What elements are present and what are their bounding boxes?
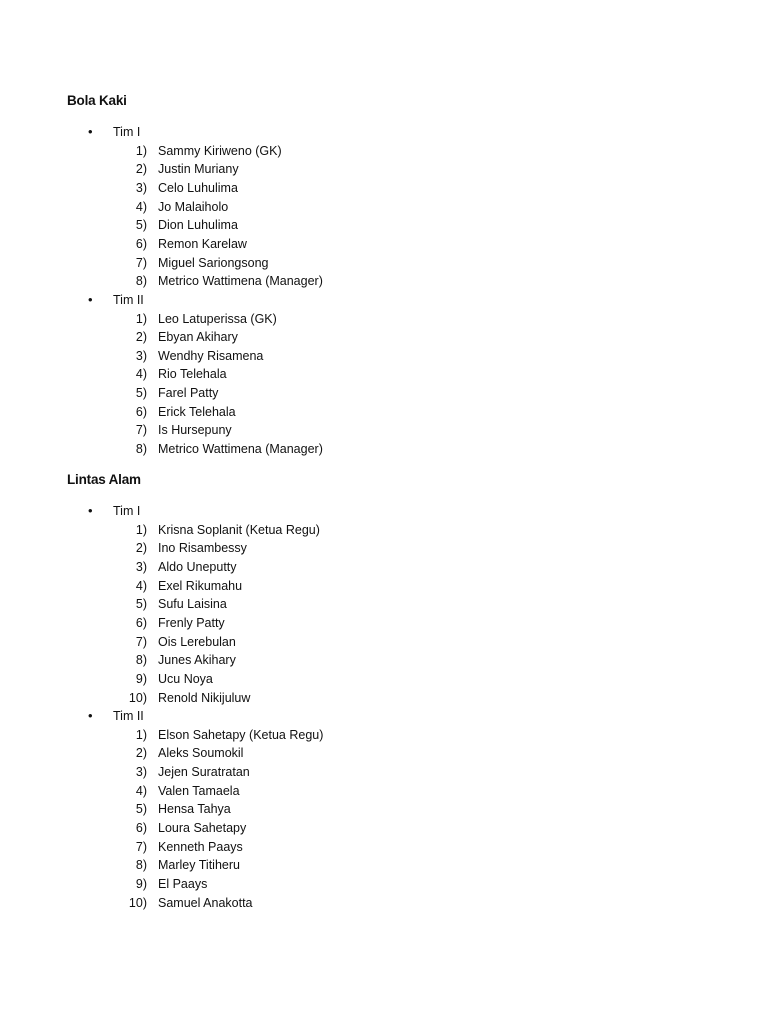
- item-number: 5): [135, 597, 147, 612]
- member-name: Sufu Laisina: [158, 597, 227, 612]
- item-number: 9): [135, 671, 147, 686]
- member-name: Aleks Soumokil: [158, 746, 244, 761]
- list-item: [0, 819, 768, 837]
- item-number: 1): [135, 522, 147, 537]
- member-name: Marley Titiheru: [158, 858, 240, 873]
- member-name: Renold Nikijuluw: [158, 690, 251, 705]
- list-item: [0, 689, 768, 707]
- list-item: [0, 782, 768, 800]
- item-number: 3): [135, 559, 147, 574]
- item-number: 3): [135, 765, 147, 780]
- item-number: 5): [135, 802, 147, 817]
- item-number: 3): [135, 348, 147, 363]
- item-number: 1): [135, 311, 147, 326]
- list-item: [0, 894, 768, 912]
- item-number: 2): [135, 162, 147, 177]
- member-name: El Paays: [158, 877, 208, 891]
- member-name: Elson Sahetapy (Ketua Regu): [158, 727, 324, 742]
- item-number: 2): [135, 541, 147, 556]
- item-number: 8): [135, 653, 147, 668]
- list-item: [0, 614, 768, 632]
- item-number: 2): [135, 330, 147, 345]
- member-name: Justin Muriany: [158, 162, 239, 177]
- member-name: Kenneth Paays: [158, 839, 243, 854]
- item-number: 6): [135, 404, 147, 419]
- list-item: [0, 179, 768, 197]
- list-item: [0, 856, 768, 874]
- item-number: 2): [135, 746, 147, 761]
- team-row: [0, 291, 768, 309]
- team-label: Tim II: [113, 709, 144, 724]
- list-item: [0, 160, 768, 178]
- member-name: Erick Telehala: [158, 404, 236, 419]
- list-item: [0, 403, 768, 421]
- item-number: 6): [135, 236, 147, 251]
- team-row: [0, 123, 768, 141]
- member-name: Frenly Patty: [158, 615, 225, 630]
- item-number: 4): [135, 367, 147, 382]
- item-number: 6): [135, 821, 147, 836]
- member-name: Celo Luhulima: [158, 180, 238, 195]
- list-item: [0, 235, 768, 253]
- list-item: [0, 800, 768, 818]
- item-number: 5): [135, 218, 147, 233]
- item-number: 1): [135, 727, 147, 742]
- list-item: [0, 365, 768, 383]
- item-number: 6): [135, 615, 147, 630]
- member-name: Jo Malaiholo: [158, 199, 229, 214]
- team-label: Tim I: [113, 125, 141, 139]
- member-name: Metrico Wattimena (Manager): [158, 274, 323, 289]
- member-name: Leo Latuperissa (GK): [158, 311, 277, 326]
- member-name: Aldo Uneputty: [158, 559, 237, 574]
- team-label: Tim I: [113, 504, 141, 518]
- list-item: [0, 198, 768, 216]
- member-name: Hensa Tahya: [158, 802, 231, 817]
- item-number: 7): [135, 423, 147, 438]
- item-number: 1): [135, 143, 147, 158]
- team-row: [0, 707, 768, 725]
- item-number: 8): [135, 442, 147, 457]
- item-number: 7): [135, 255, 147, 270]
- item-number: 4): [135, 199, 147, 214]
- item-number: 3): [135, 180, 147, 195]
- member-name: Samuel Anakotta: [158, 895, 253, 910]
- list-item: [0, 838, 768, 856]
- list-item: [0, 763, 768, 781]
- list-item: [0, 521, 768, 539]
- member-name: Remon Karelaw: [158, 236, 247, 251]
- item-number: 9): [135, 877, 147, 891]
- list-item: [0, 440, 768, 458]
- team-label: Tim II: [113, 292, 144, 307]
- list-item: [0, 272, 768, 290]
- bullet-icon: •: [88, 708, 93, 724]
- section-heading: Bola Kaki: [67, 93, 127, 108]
- member-name: Metrico Wattimena (Manager): [158, 442, 323, 457]
- list-item: [0, 310, 768, 328]
- list-item: [0, 875, 768, 893]
- bullet-icon: •: [88, 503, 93, 518]
- list-item: [0, 142, 768, 160]
- list-item: [0, 558, 768, 576]
- member-name: Miguel Sariongsong: [158, 255, 269, 270]
- item-number: 8): [135, 274, 147, 289]
- list-item: [0, 744, 768, 762]
- list-item: [0, 421, 768, 439]
- list-item: [0, 577, 768, 595]
- item-number: 10): [128, 690, 147, 705]
- list-item: [0, 726, 768, 744]
- member-name: Ois Lerebulan: [158, 634, 236, 649]
- member-name: Valen Tamaela: [158, 783, 240, 798]
- item-number: 7): [135, 634, 147, 649]
- member-name: Wendhy Risamena: [158, 348, 264, 363]
- bullet-icon: •: [88, 291, 93, 307]
- list-item: [0, 651, 768, 669]
- list-item: [0, 384, 768, 402]
- member-name: Exel Rikumahu: [158, 578, 243, 593]
- member-name: Ebyan Akihary: [158, 330, 238, 345]
- member-name: Junes Akihary: [158, 653, 236, 668]
- item-number: 8): [135, 858, 147, 873]
- item-number: 4): [135, 783, 147, 798]
- list-item: [0, 328, 768, 346]
- list-item: [0, 216, 768, 234]
- member-name: Jejen Suratratan: [158, 765, 250, 780]
- list-item: [0, 347, 768, 365]
- member-name: Ucu Noya: [158, 671, 213, 686]
- member-name: Farel Patty: [158, 386, 219, 401]
- member-name: Sammy Kiriweno (GK): [158, 143, 282, 158]
- list-item: [0, 670, 768, 688]
- list-item: [0, 595, 768, 613]
- item-number: 5): [135, 386, 147, 401]
- bullet-icon: •: [88, 124, 93, 139]
- member-name: Ino Risambessy: [158, 541, 247, 556]
- item-number: 10): [128, 895, 147, 910]
- member-name: Is Hursepuny: [158, 423, 232, 438]
- item-number: 7): [135, 839, 147, 854]
- team-row: [0, 502, 768, 520]
- member-name: Loura Sahetapy: [158, 821, 247, 836]
- member-name: Krisna Soplanit (Ketua Regu): [158, 522, 320, 537]
- section-heading: Lintas Alam: [67, 472, 141, 487]
- member-name: Dion Luhulima: [158, 218, 238, 233]
- member-name: Rio Telehala: [158, 367, 227, 382]
- item-number: 4): [135, 578, 147, 593]
- list-item: [0, 539, 768, 557]
- list-item: [0, 254, 768, 272]
- list-item: [0, 633, 768, 651]
